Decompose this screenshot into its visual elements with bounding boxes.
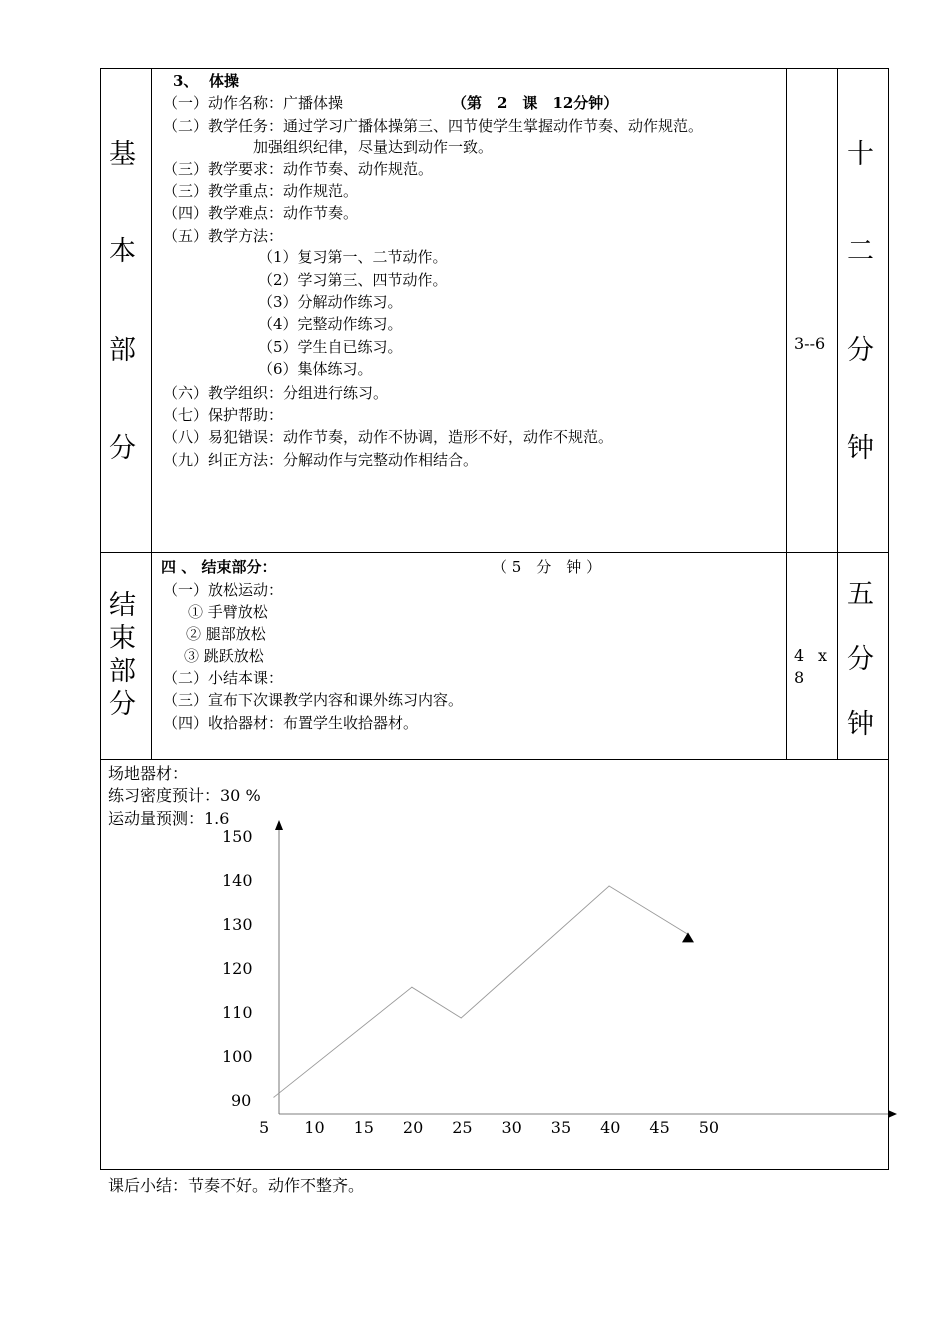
content-line: （二）小结本课：: [163, 669, 284, 687]
time-label-char: 分: [847, 644, 874, 675]
y-tick-label: 120: [222, 959, 253, 978]
reps-value: 4: [794, 646, 805, 665]
time-label-char: 钟: [847, 709, 874, 740]
content-line: （四）收拾器材：布置学生收拾器材。: [163, 714, 419, 732]
y-tick-label: 140: [222, 871, 253, 890]
content-line: （六）教学组织：分组进行练习。: [163, 384, 389, 402]
time-label-char: 五: [847, 579, 874, 610]
duration-note: （ 5 分 钟 ）: [492, 558, 602, 576]
equipment-label: 场地器材：: [108, 764, 189, 783]
side-label-char: 分: [109, 689, 136, 720]
side-label-char: 部: [109, 335, 136, 366]
method-step: （4）完整动作练习。: [258, 315, 403, 333]
content-line: ① 手臂放松: [188, 603, 268, 621]
content-line: （七）保护帮助：: [163, 406, 284, 424]
time-label-char: 钟: [847, 433, 874, 464]
content-line: ③ 跳跃放松: [184, 647, 264, 665]
lesson-note: （第 2 课 12分钟）: [452, 94, 619, 112]
content-line: （三）宣布下次课教学内容和课外练习内容。: [163, 691, 464, 709]
content-line: （九）纠正方法：分解动作与完整动作相结合。: [163, 451, 479, 469]
x-tick-label: 25: [452, 1118, 473, 1137]
content-line: （一）放松运动：: [163, 581, 284, 599]
content-line: （八）易犯错误：动作节奏，动作不协调，造形不好，动作不规范。: [163, 428, 614, 446]
y-tick-label: 90: [231, 1091, 252, 1110]
side-label-char: 结: [109, 590, 136, 621]
method-step: （1）复习第一、二节动作。: [258, 248, 448, 266]
reps-value: 3--6: [794, 334, 826, 353]
time-label-char: 十: [847, 139, 874, 170]
content-line: （三）教学要求：动作节奏、动作规范。: [163, 160, 434, 178]
x-tick-label: 15: [353, 1118, 374, 1137]
side-label-char: 基: [109, 139, 136, 170]
x-tick-label: 30: [501, 1118, 522, 1137]
y-tick-label: 100: [222, 1047, 253, 1066]
method-step: （6）集体练习。: [258, 360, 373, 378]
content-line: （二）教学任务：通过学习广播体操第三、四节使学生掌握动作节奏、动作规范。: [163, 117, 704, 135]
time-label-char: 二: [847, 236, 874, 267]
data-point: [273, 1097, 274, 1098]
side-label-char: 束: [109, 623, 136, 654]
x-tick-label: 45: [649, 1118, 670, 1137]
time-label-char: 分: [847, 335, 874, 366]
data-point: [411, 987, 412, 988]
reps-value: 8: [794, 668, 805, 687]
method-step: （3）分解动作练习。: [258, 293, 403, 311]
y-tick-label: 110: [222, 1003, 253, 1022]
reps-value: x: [818, 646, 828, 665]
section-title: 体操: [209, 72, 240, 90]
content-line: （一）动作名称：广播体操: [163, 94, 344, 112]
method-step: （5）学生自已练习。: [258, 338, 403, 356]
method-step: （2）学习第三、四节动作。: [258, 271, 448, 289]
load-estimate: 运动量预测：1.6: [108, 809, 230, 828]
side-label-char: 本: [109, 236, 136, 267]
density-estimate: 练习密度预计：30 %: [108, 786, 261, 805]
data-point: [609, 886, 610, 887]
x-tick-label: 5: [259, 1118, 270, 1137]
side-label-char: 分: [109, 433, 136, 464]
side-label-char: 部: [109, 656, 136, 687]
content-line: （三）教学重点：动作规范。: [163, 182, 359, 200]
x-tick-label: 40: [600, 1118, 621, 1137]
content-line: （五）教学方法：: [163, 227, 284, 245]
y-tick-label: 130: [222, 915, 253, 934]
content-line: ② 腿部放松: [186, 625, 266, 643]
data-point: [461, 1018, 462, 1019]
section-heading: 四 、 结束部分：: [161, 558, 277, 576]
x-axis-arrow: [888, 1110, 897, 1118]
series-line: [274, 886, 688, 1097]
x-tick-label: 35: [550, 1118, 572, 1137]
y-tick-label: 150: [222, 827, 253, 846]
content-line: 加强组织纪律，尽量达到动作一致。: [253, 138, 494, 156]
series-end-arrow: [682, 932, 694, 942]
x-tick-label: 10: [304, 1118, 325, 1137]
x-tick-label: 20: [402, 1118, 424, 1137]
y-axis-arrow: [275, 820, 283, 830]
content-line: （四）教学难点：动作节奏。: [163, 204, 359, 222]
x-tick-label: 50: [698, 1118, 720, 1137]
after-class-summary: 课后小结：节奏不好。动作不整齐。: [108, 1176, 365, 1195]
section-number: 3、: [173, 72, 199, 90]
